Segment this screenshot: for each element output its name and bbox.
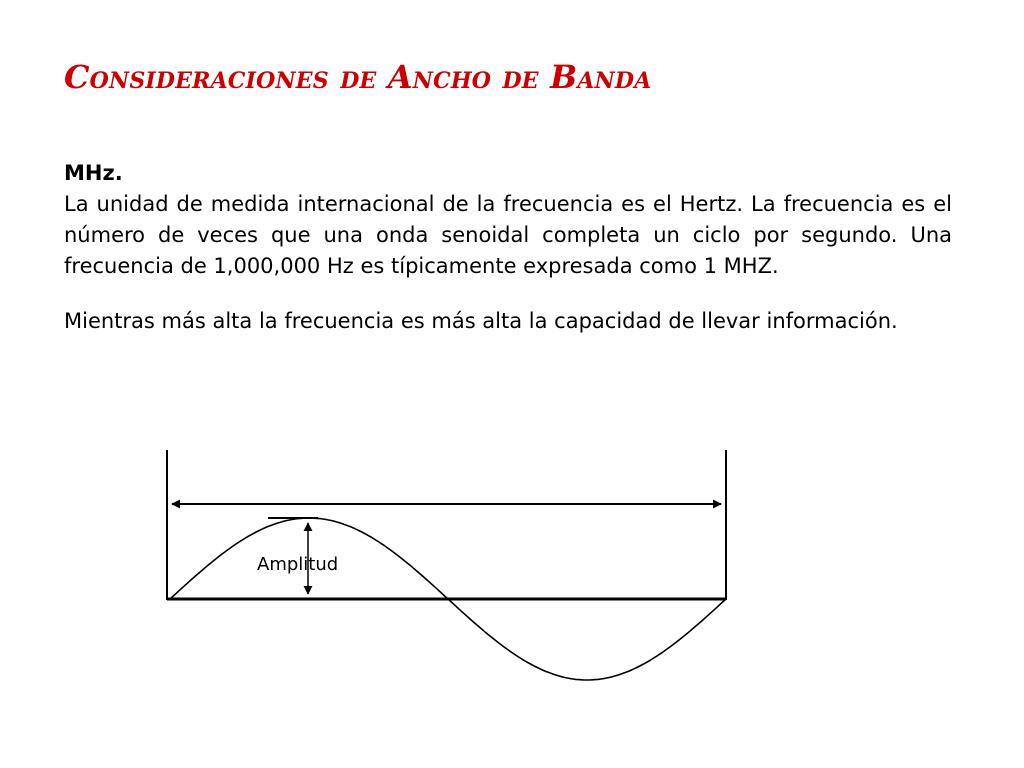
definition-paragraph: La unidad de medida internacional de la frecuencia es el Hertz. La frecuencia es el número de veces que una onda senoidal completa un ciclo por segundo. Una frecuencia de 1,000,000 Hz es típicamente expresada como 1 MHZ. (64, 192, 952, 278)
amplitude-label: Amplitud (257, 554, 339, 575)
slide-title: Consideraciones de Ancho de Banda (64, 58, 652, 96)
term-heading: MHz. (64, 161, 123, 185)
frequency-statement: Mientras más alta la frecuencia es más alta la capacidad de llevar información. (64, 309, 898, 333)
